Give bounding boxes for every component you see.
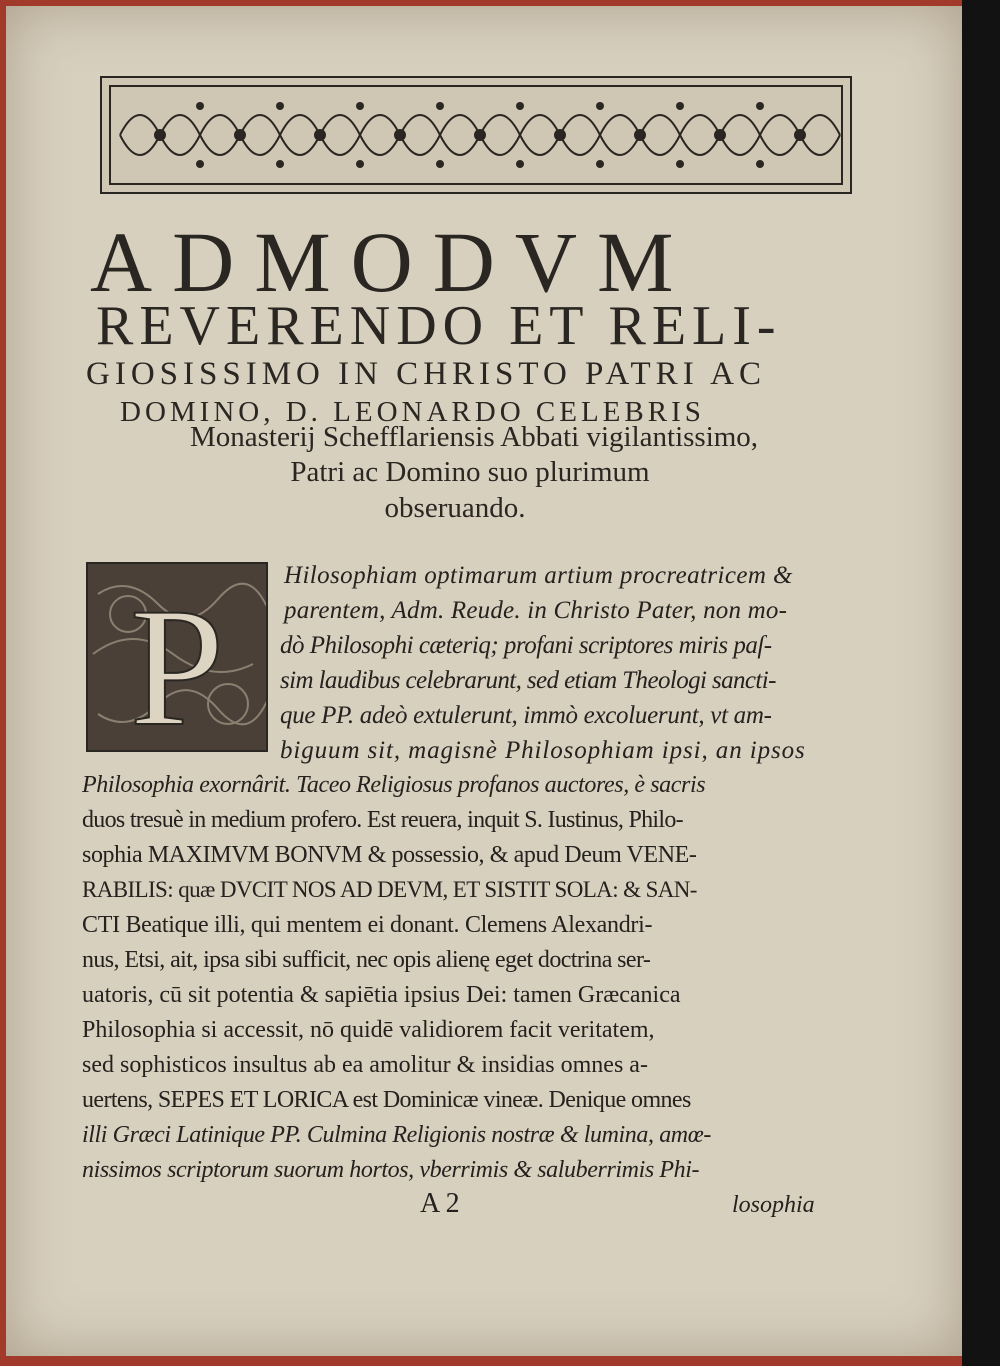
title-line-4: DOMINO, D. LEONARDO CELEBRIS bbox=[120, 396, 705, 428]
body-line-18: nissimos scriptorum suorum hortos, vberrimis & saluberrimis Phi- bbox=[82, 1157, 700, 1183]
body-line-3: dò Philosophi cæteriq; profani scriptores miris paſ- bbox=[280, 632, 772, 659]
body-line-9: sophia MAXIMVM BONVM & possessio, & apud Deum VENE- bbox=[82, 842, 697, 868]
body-line-14: Philosophia si accessit, nō quidē validiorem facit veritatem, bbox=[82, 1017, 655, 1043]
body-line-2: parentem, Adm. Reude. in Christo Pater, non mo- bbox=[284, 597, 788, 624]
body-line-12: nus, Etsi, ait, ipsa sibi sufficit, nec opis alienę eget doctrina ser- bbox=[82, 947, 651, 973]
body-line-17: illi Græci Latinique PP. Culmina Religionis nostræ & lumina, amœ- bbox=[82, 1122, 711, 1148]
body-line-7: Philosophia exornârit. Taceo Religiosus profanos auctores, è sacris bbox=[82, 772, 706, 798]
decorated-initial-p bbox=[86, 562, 268, 752]
body-line-4: sim laudibus celebrarunt, sed etiam Theologi sancti- bbox=[280, 667, 776, 694]
title-line-3: GIOSISSIMO IN CHRISTO PATRI AC bbox=[86, 356, 766, 392]
ornamental-headpiece bbox=[100, 76, 852, 194]
body-line-10: RABILIS: quæ DVCIT NOS AD DEVM, ET SISTIT SOLA: & SAN- bbox=[82, 877, 697, 902]
body-line-16: uertens, SEPES ET LORICA est Dominicæ vineæ. Denique omnes bbox=[82, 1087, 691, 1113]
catchword: losophia bbox=[732, 1192, 815, 1218]
title-line-6: Patri ac Domino suo plurimum bbox=[290, 456, 650, 488]
scan-edge-strip bbox=[962, 0, 1000, 1366]
body-line-15: sed sophisticos insultus ab ea amolitur & insidias omnes a- bbox=[82, 1052, 648, 1078]
signature-mark: A 2 bbox=[420, 1188, 460, 1219]
drop-cap-letter: P bbox=[129, 573, 225, 750]
title-line-7: obseruando. bbox=[384, 492, 526, 524]
body-line-6: biguum sit, magisnè Philosophiam ipsi, an ipsos bbox=[280, 737, 806, 764]
body-line-5: que PP. adeò extulerunt, immò excoluerunt, vt am- bbox=[280, 702, 772, 729]
title-line-2: REVERENDO ET RELI- bbox=[96, 295, 782, 357]
body-line-11: CTI Beatique illi, qui mentem ei donant. Clemens Alexandri- bbox=[82, 912, 653, 938]
body-line-13: uatoris, cū sit potentia & sapiētia ipsius Dei: tamen Græcanica bbox=[82, 982, 681, 1008]
body-line-8: duos tresuè in medium profero. Est reuera, inquit S. Iustinus, Philo- bbox=[82, 807, 683, 833]
title-line-1: ADMODVM bbox=[90, 214, 694, 310]
title-line-5: Monasterij Schefflariensis Abbati vigilantissimo, bbox=[189, 421, 759, 453]
body-line-1: Hilosophiam optimarum artium procreatricem & bbox=[284, 562, 793, 589]
